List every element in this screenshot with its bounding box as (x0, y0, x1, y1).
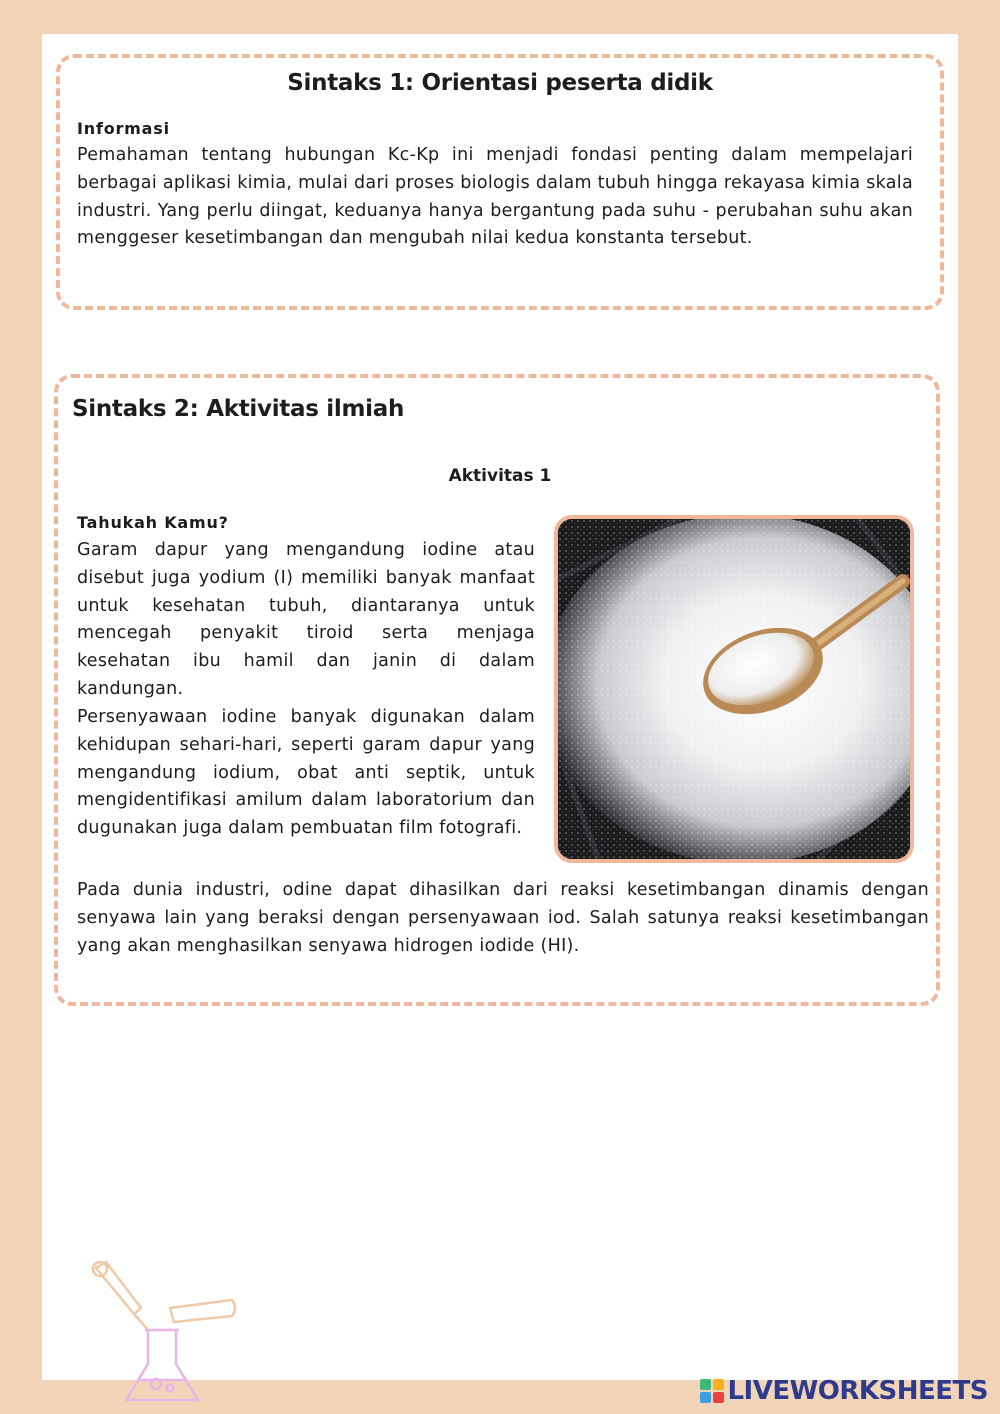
section2-paragraph2: Persenyawaan iodine banyak digunakan dalam kehidupan sehari-hari, seperti garam dapur yang mengandung iodium, obat anti septik, untuk mengidentifikasi amilum dalam laboratorium dan dugunakan juga dalam pembuatan film fotografi. (77, 707, 535, 839)
section1-paragraph: Pemahaman tentang hubungan Kc-Kp ini menjadi fondasi penting dalam mempelajari berbagai aplikasi kimia, mulai dari proses biologis dalam tubuh hingga rekayasa kimia skala industri. Yang perlu diingat, keduanya hanya bergantung pada suhu - perubahan suhu akan menggeser kesetimbangan dan mengubah nilai kedua konstanta tersebut. (77, 145, 913, 249)
section2-title: Sintaks 2: Aktivitas ilmiah (72, 396, 405, 422)
section1-label: Informasi (77, 119, 170, 138)
activity-title: Aktivitas 1 (448, 466, 552, 486)
lab-glassware-icon (86, 1260, 246, 1410)
section2-paragraph3: Pada dunia industri, odine dapat dihasilkan dari reaksi kesetimbangan dinamis dengan senyawa lain yang beraksi dengan persenyawaan iod. Salah satunya reaksi kesetimbangan yang akan menghasilkan senyawa hidrogen iodide (HI). (77, 880, 929, 956)
liveworksheets-logo[interactable] (700, 1376, 988, 1406)
section2-label: Tahukah Kamu? (77, 513, 229, 532)
brand-text: LIVEWORKSHEETS (727, 1376, 988, 1406)
salt-spoon-illustration (558, 519, 910, 859)
section1-title: Sintaks 1: Orientasi peserta didik (287, 70, 713, 96)
section2-paragraph1: Garam dapur yang mengandung iodine atau disebut juga yodium (I) memiliki banyak manfaat untuk kesehatan tubuh, diantaranya untuk mencegah penyakit tiroid serta menjaga kesehatan ibu hamil dan janin di dalam kandungan. (77, 540, 535, 699)
live-badge-icon (700, 1379, 724, 1403)
salt-spoon-photo (554, 515, 914, 863)
worksheet-page (42, 34, 958, 1380)
